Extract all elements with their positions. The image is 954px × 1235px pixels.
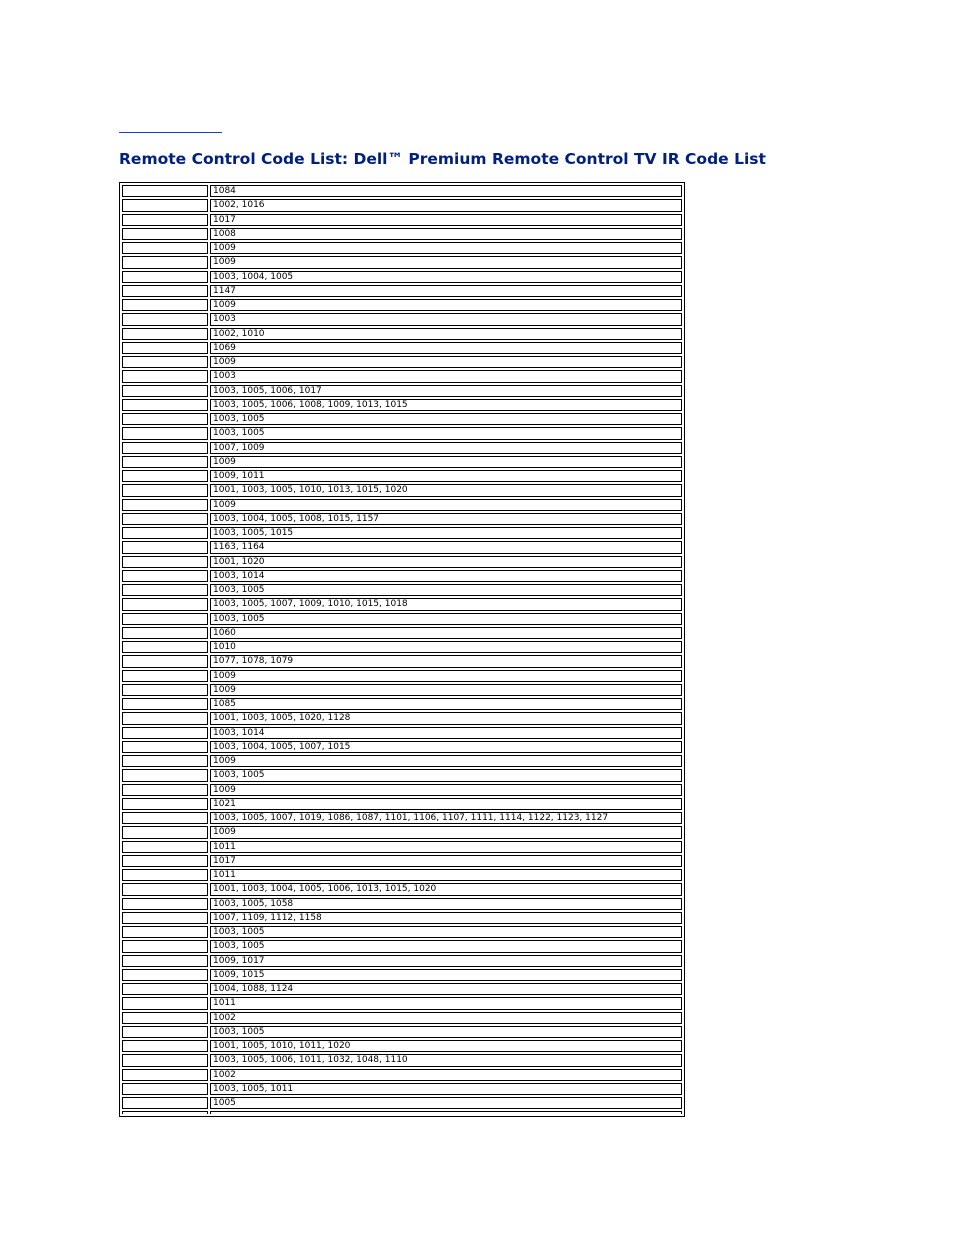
codes-cell: 1003, 1005, 1006, 1008, 1009, 1013, 1015 [210, 399, 682, 411]
codes-cell: 1002 [210, 1069, 682, 1081]
table-row [122, 1083, 682, 1095]
codes-cell: 1008 [210, 228, 682, 240]
brand-cell [122, 641, 208, 653]
brand-cell [122, 955, 208, 967]
table-row [122, 627, 682, 639]
top-link[interactable] [119, 120, 222, 133]
brand-cell [122, 1012, 208, 1024]
codes-cell: 1003, 1005 [210, 769, 682, 781]
codes-cell: 1010 [210, 641, 682, 653]
brand-cell [122, 1026, 208, 1038]
brand-cell [122, 1054, 208, 1066]
codes-cell: 1011 [210, 841, 682, 853]
codes-cell: 1003, 1005 [210, 1026, 682, 1038]
brand-cell [122, 214, 208, 226]
table-row [122, 655, 682, 667]
code-table-body [122, 185, 682, 1114]
brand-cell [122, 199, 208, 211]
brand-cell [122, 769, 208, 781]
codes-cell: 1003, 1005, 1006, 1017 [210, 385, 682, 397]
brand-cell [122, 356, 208, 368]
codes-cell: 1069 [210, 342, 682, 354]
brand-cell [122, 313, 208, 325]
brand-cell [122, 727, 208, 739]
brand-cell [122, 484, 208, 496]
table-row [122, 997, 682, 1009]
table-row [122, 883, 682, 895]
brand-cell [122, 869, 208, 881]
brand-cell [122, 983, 208, 995]
codes-cell: 1003, 1005 [210, 413, 682, 425]
table-row [122, 313, 682, 325]
table-row [122, 413, 682, 425]
table-row [122, 584, 682, 596]
table-row [122, 470, 682, 482]
brand-cell [122, 855, 208, 867]
brand-cell [122, 898, 208, 910]
brand-cell [122, 826, 208, 838]
codes-cell: 1011 [210, 869, 682, 881]
table-row [122, 912, 682, 924]
table-row [122, 769, 682, 781]
table-row [122, 185, 682, 197]
table-row [122, 427, 682, 439]
page-title: Remote Control Code List: Dell™ Premium Remote Control TV IR Code List [119, 150, 766, 168]
table-row [122, 684, 682, 696]
brand-cell [122, 841, 208, 853]
brand-cell [122, 1083, 208, 1095]
table-row [122, 299, 682, 311]
brand-cell [122, 655, 208, 667]
codes-cell: 1003, 1005, 1011 [210, 1083, 682, 1095]
codes-cell: 1002, 1010 [210, 328, 682, 340]
table-row [122, 1026, 682, 1038]
brand-cell [122, 926, 208, 938]
table-row-partial [122, 1111, 682, 1114]
table-row [122, 199, 682, 211]
table-row [122, 983, 682, 995]
table-row [122, 256, 682, 268]
brand-cell [122, 370, 208, 382]
table-row [122, 613, 682, 625]
brand-cell [122, 613, 208, 625]
codes-cell: 1002 [210, 1012, 682, 1024]
brand-cell [122, 328, 208, 340]
codes-cell: 1003, 1005 [210, 940, 682, 952]
brand-cell [122, 541, 208, 553]
brand-cell [122, 1111, 208, 1114]
codes-cell: 1009 [210, 755, 682, 767]
table-row [122, 670, 682, 682]
table-row [122, 869, 682, 881]
table-row [122, 784, 682, 796]
table-row [122, 841, 682, 853]
codes-cell: 1003, 1005 [210, 584, 682, 596]
brand-cell [122, 456, 208, 468]
table-row [122, 1040, 682, 1052]
codes-cell: 1003, 1005, 1058 [210, 898, 682, 910]
brand-cell [122, 499, 208, 511]
brand-cell [122, 385, 208, 397]
table-row [122, 812, 682, 824]
brand-cell [122, 271, 208, 283]
table-row [122, 399, 682, 411]
brand-cell [122, 442, 208, 454]
table-row [122, 855, 682, 867]
table-row [122, 285, 682, 297]
brand-cell [122, 285, 208, 297]
codes-cell: 1003, 1005, 1015 [210, 527, 682, 539]
brand-cell [122, 527, 208, 539]
table-row [122, 898, 682, 910]
codes-cell: 1003, 1004, 1005 [210, 271, 682, 283]
brand-cell [122, 584, 208, 596]
codes-cell: 1147 [210, 285, 682, 297]
table-row [122, 826, 682, 838]
table-row [122, 598, 682, 610]
table-row [122, 356, 682, 368]
table-row [122, 1069, 682, 1081]
codes-cell: 1003, 1014 [210, 727, 682, 739]
codes-cell: 1001, 1003, 1005, 1020, 1128 [210, 712, 682, 724]
codes-cell: 1003, 1004, 1005, 1007, 1015 [210, 741, 682, 753]
codes-cell: 1009 [210, 499, 682, 511]
brand-cell [122, 784, 208, 796]
brand-cell [122, 185, 208, 197]
table-row [122, 499, 682, 511]
codes-cell: 1084 [210, 185, 682, 197]
table-row [122, 1012, 682, 1024]
table-row [122, 456, 682, 468]
table-row [122, 328, 682, 340]
brand-cell [122, 1040, 208, 1052]
codes-cell: 1007, 1009 [210, 442, 682, 454]
codes-cell: 1009 [210, 256, 682, 268]
codes-cell: 1007, 1109, 1112, 1158 [210, 912, 682, 924]
table-row [122, 1054, 682, 1066]
codes-cell: 1009 [210, 299, 682, 311]
table-row [122, 1097, 682, 1109]
table-row [122, 755, 682, 767]
brand-cell [122, 242, 208, 254]
brand-cell [122, 741, 208, 753]
codes-cell: 1005 [210, 1097, 682, 1109]
table-row [122, 570, 682, 582]
brand-cell [122, 470, 208, 482]
codes-cell: 1009 [210, 670, 682, 682]
table-row [122, 242, 682, 254]
brand-cell [122, 513, 208, 525]
codes-cell: 1060 [210, 627, 682, 639]
brand-cell [122, 570, 208, 582]
codes-cell: 1009 [210, 826, 682, 838]
table-row [122, 969, 682, 981]
codes-cell: 1163, 1164 [210, 541, 682, 553]
brand-cell [122, 342, 208, 354]
table-row [122, 370, 682, 382]
table-row [122, 940, 682, 952]
codes-cell: 1003, 1005, 1007, 1009, 1010, 1015, 1018 [210, 598, 682, 610]
brand-cell [122, 413, 208, 425]
table-row [122, 484, 682, 496]
codes-cell: 1002, 1016 [210, 199, 682, 211]
codes-cell: 1017 [210, 855, 682, 867]
brand-cell [122, 755, 208, 767]
codes-cell: 1003, 1005, 1006, 1011, 1032, 1048, 1110 [210, 1054, 682, 1066]
codes-cell: 1021 [210, 798, 682, 810]
brand-cell [122, 399, 208, 411]
table-row [122, 513, 682, 525]
brand-cell [122, 997, 208, 1009]
table-row [122, 228, 682, 240]
codes-cell: 1003, 1014 [210, 570, 682, 582]
table-row [122, 556, 682, 568]
brand-cell [122, 1097, 208, 1109]
codes-cell: 1009 [210, 242, 682, 254]
table-row [122, 741, 682, 753]
brand-cell [122, 299, 208, 311]
codes-cell: 1003, 1004, 1005, 1008, 1015, 1157 [210, 513, 682, 525]
brand-cell [122, 912, 208, 924]
codes-cell: 1009, 1015 [210, 969, 682, 981]
codes-cell: 1077, 1078, 1079 [210, 655, 682, 667]
codes-cell: 1009 [210, 356, 682, 368]
table-row [122, 385, 682, 397]
codes-cell: 1001, 1003, 1004, 1005, 1006, 1013, 1015, 1020 [210, 883, 682, 895]
table-row [122, 214, 682, 226]
table-row [122, 442, 682, 454]
brand-cell [122, 798, 208, 810]
code-table [119, 182, 685, 1117]
codes-cell: 1003, 1005, 1007, 1019, 1086, 1087, 1101, 1106, 1107, 1111, 1114, 1122, 1123, 1127 [210, 812, 682, 824]
codes-cell: 1009 [210, 784, 682, 796]
table-row [122, 698, 682, 710]
codes-cell: 1001, 1003, 1005, 1010, 1013, 1015, 1020 [210, 484, 682, 496]
brand-cell [122, 670, 208, 682]
brand-cell [122, 698, 208, 710]
brand-cell [122, 627, 208, 639]
brand-cell [122, 684, 208, 696]
codes-cell: 1001, 1005, 1010, 1011, 1020 [210, 1040, 682, 1052]
codes-cell: 1001, 1020 [210, 556, 682, 568]
brand-cell [122, 228, 208, 240]
codes-cell: 1009, 1017 [210, 955, 682, 967]
table-row [122, 712, 682, 724]
brand-cell [122, 256, 208, 268]
table-row [122, 342, 682, 354]
table-row [122, 541, 682, 553]
codes-cell [210, 1111, 682, 1114]
codes-cell: 1004, 1088, 1124 [210, 983, 682, 995]
table-row [122, 271, 682, 283]
table-row [122, 727, 682, 739]
brand-cell [122, 940, 208, 952]
codes-cell: 1003, 1005 [210, 427, 682, 439]
brand-cell [122, 969, 208, 981]
codes-cell: 1085 [210, 698, 682, 710]
brand-cell [122, 712, 208, 724]
codes-cell: 1009 [210, 684, 682, 696]
brand-cell [122, 427, 208, 439]
codes-cell: 1017 [210, 214, 682, 226]
table-row [122, 798, 682, 810]
brand-cell [122, 812, 208, 824]
table-row [122, 641, 682, 653]
brand-cell [122, 556, 208, 568]
codes-cell: 1011 [210, 997, 682, 1009]
codes-cell: 1003, 1005 [210, 926, 682, 938]
table-row [122, 527, 682, 539]
codes-cell: 1003, 1005 [210, 613, 682, 625]
table-row [122, 955, 682, 967]
codes-cell: 1003 [210, 313, 682, 325]
brand-cell [122, 1069, 208, 1081]
brand-cell [122, 883, 208, 895]
table-row [122, 926, 682, 938]
codes-cell: 1009, 1011 [210, 470, 682, 482]
brand-cell [122, 598, 208, 610]
codes-cell: 1003 [210, 370, 682, 382]
codes-cell: 1009 [210, 456, 682, 468]
